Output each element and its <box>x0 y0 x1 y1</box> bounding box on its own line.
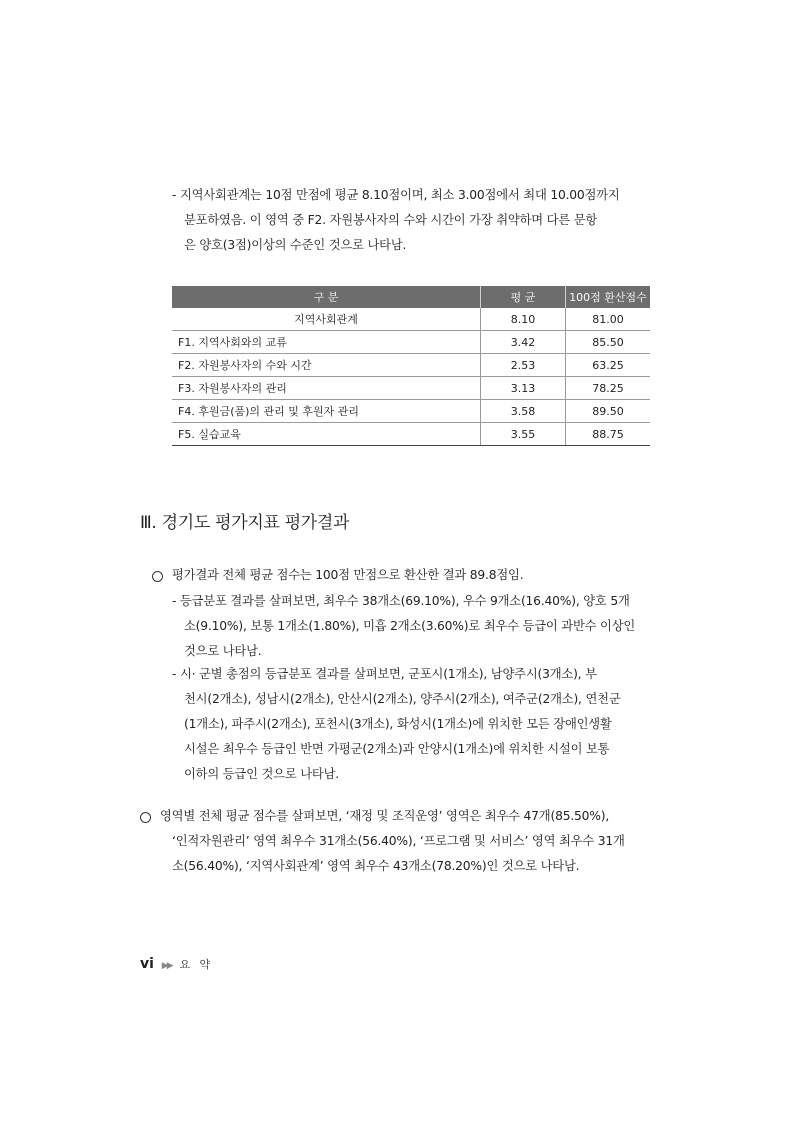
section-heading: Ⅲ. 경기도 평가지표 평가결과 <box>140 513 350 533</box>
table-row <box>172 377 650 400</box>
table-header-row <box>172 286 650 308</box>
row-average: 3.55 <box>481 423 566 446</box>
table-row <box>172 308 650 331</box>
table-row <box>172 331 650 354</box>
sub2-line-4: 시설은 최우수 등급인 반면 가평군(2개소)과 안양시(1개소)에 위치한 시설이 보통 <box>184 742 610 756</box>
result-item-2 <box>160 804 672 879</box>
sub2-line-3: (1개소), 파주시(2개소), 포천시(3개소), 화성시(1개소)에 위치한 모든 장애인생활 <box>184 717 612 731</box>
result-item-1: 평가결과 전체 평균 점수는 100점 만점으로 환산한 결과 89.8점임. <box>172 568 524 582</box>
row-label: F1. 지역사회와의 교류 <box>172 331 481 354</box>
table-row <box>172 423 650 446</box>
row-score: 81.00 <box>566 308 651 331</box>
intro-line-2: 분포하였음. 이 영역 중 F2. 자원봉사자의 수와 시간이 가장 취약하며 다른 문항 <box>184 213 598 227</box>
intro-line-3: 은 양호(3점)이상의 수준인 것으로 나타남. <box>184 238 407 252</box>
row-label: F5. 실습교육 <box>172 423 481 446</box>
header-category: 구 분 <box>172 286 481 308</box>
table-row <box>172 354 650 377</box>
row-average: 3.58 <box>481 400 566 423</box>
header-converted-score: 100점 환산점수 <box>566 286 651 308</box>
item2-line-1: 영역별 전체 평균 점수를 살펴보면, ‘재정 및 조직운영’ 영역은 최우수 47개(85.50%), <box>160 809 610 823</box>
intro-paragraph <box>172 183 672 258</box>
row-score: 89.50 <box>566 400 651 423</box>
bullet-circle-icon <box>140 812 151 823</box>
row-average: 2.53 <box>481 354 566 377</box>
row-score: 63.25 <box>566 354 651 377</box>
table-row <box>172 400 650 423</box>
row-average: 3.42 <box>481 331 566 354</box>
result-sub-1 <box>172 589 672 664</box>
page-number: vi <box>140 956 154 972</box>
item2-line-2: ‘인적자원관리’ 영역 최우수 31개소(56.40%), ‘프로그램 및 서비스’ 영역 최우수 31개 <box>172 834 625 848</box>
sub1-line-2: 소(9.10%), 보통 1개소(1.80%), 미흡 2개소(3.60%)로 최우수 등급이 과반수 이상인 <box>184 619 636 633</box>
row-average: 3.13 <box>481 377 566 400</box>
sub2-line-1: - 시· 군별 총점의 등급분포 결과를 살펴보면, 군포시(1개소), 남양주시(3개소), 부 <box>172 667 597 681</box>
sub2-line-2: 천시(2개소), 성남시(2개소), 안산시(2개소), 양주시(2개소), 여주군(2개소), 연천군 <box>184 692 621 706</box>
row-label: F2. 자원봉사자의 수와 시간 <box>172 354 481 377</box>
page-footer <box>140 956 213 972</box>
sub2-line-5: 이하의 등급인 것으로 나타남. <box>184 767 339 781</box>
row-label: F3. 자원봉사자의 관리 <box>172 377 481 400</box>
row-label: 지역사회관계 <box>172 308 481 331</box>
intro-line-1: - 지역사회관계는 10점 만점에 평균 8.10점이며, 최소 3.00점에서 최대 10.00점까지 <box>172 188 620 202</box>
row-score: 85.50 <box>566 331 651 354</box>
row-score: 88.75 <box>566 423 651 446</box>
result-sub-2 <box>172 662 672 787</box>
header-average: 평 균 <box>481 286 566 308</box>
row-label: F4. 후원금(품)의 관리 및 후원자 관리 <box>172 400 481 423</box>
sub1-line-3: 것으로 나타남. <box>184 644 262 658</box>
row-average: 8.10 <box>481 308 566 331</box>
sub1-line-1: - 등급분포 결과를 살펴보면, 최우수 38개소(69.10%), 우수 9개소(16.40%), 양호 5개 <box>172 594 630 608</box>
bullet-circle-icon <box>152 571 163 582</box>
item2-line-3: 소(56.40%), ‘지역사회관계’ 영역 최우수 43개소(78.20%)인 것으로 나타남. <box>172 859 580 873</box>
score-table <box>172 286 650 446</box>
footer-label: 요 약 <box>179 958 214 971</box>
row-score: 78.25 <box>566 377 651 400</box>
double-arrow-icon: ▶▶ <box>161 961 172 971</box>
